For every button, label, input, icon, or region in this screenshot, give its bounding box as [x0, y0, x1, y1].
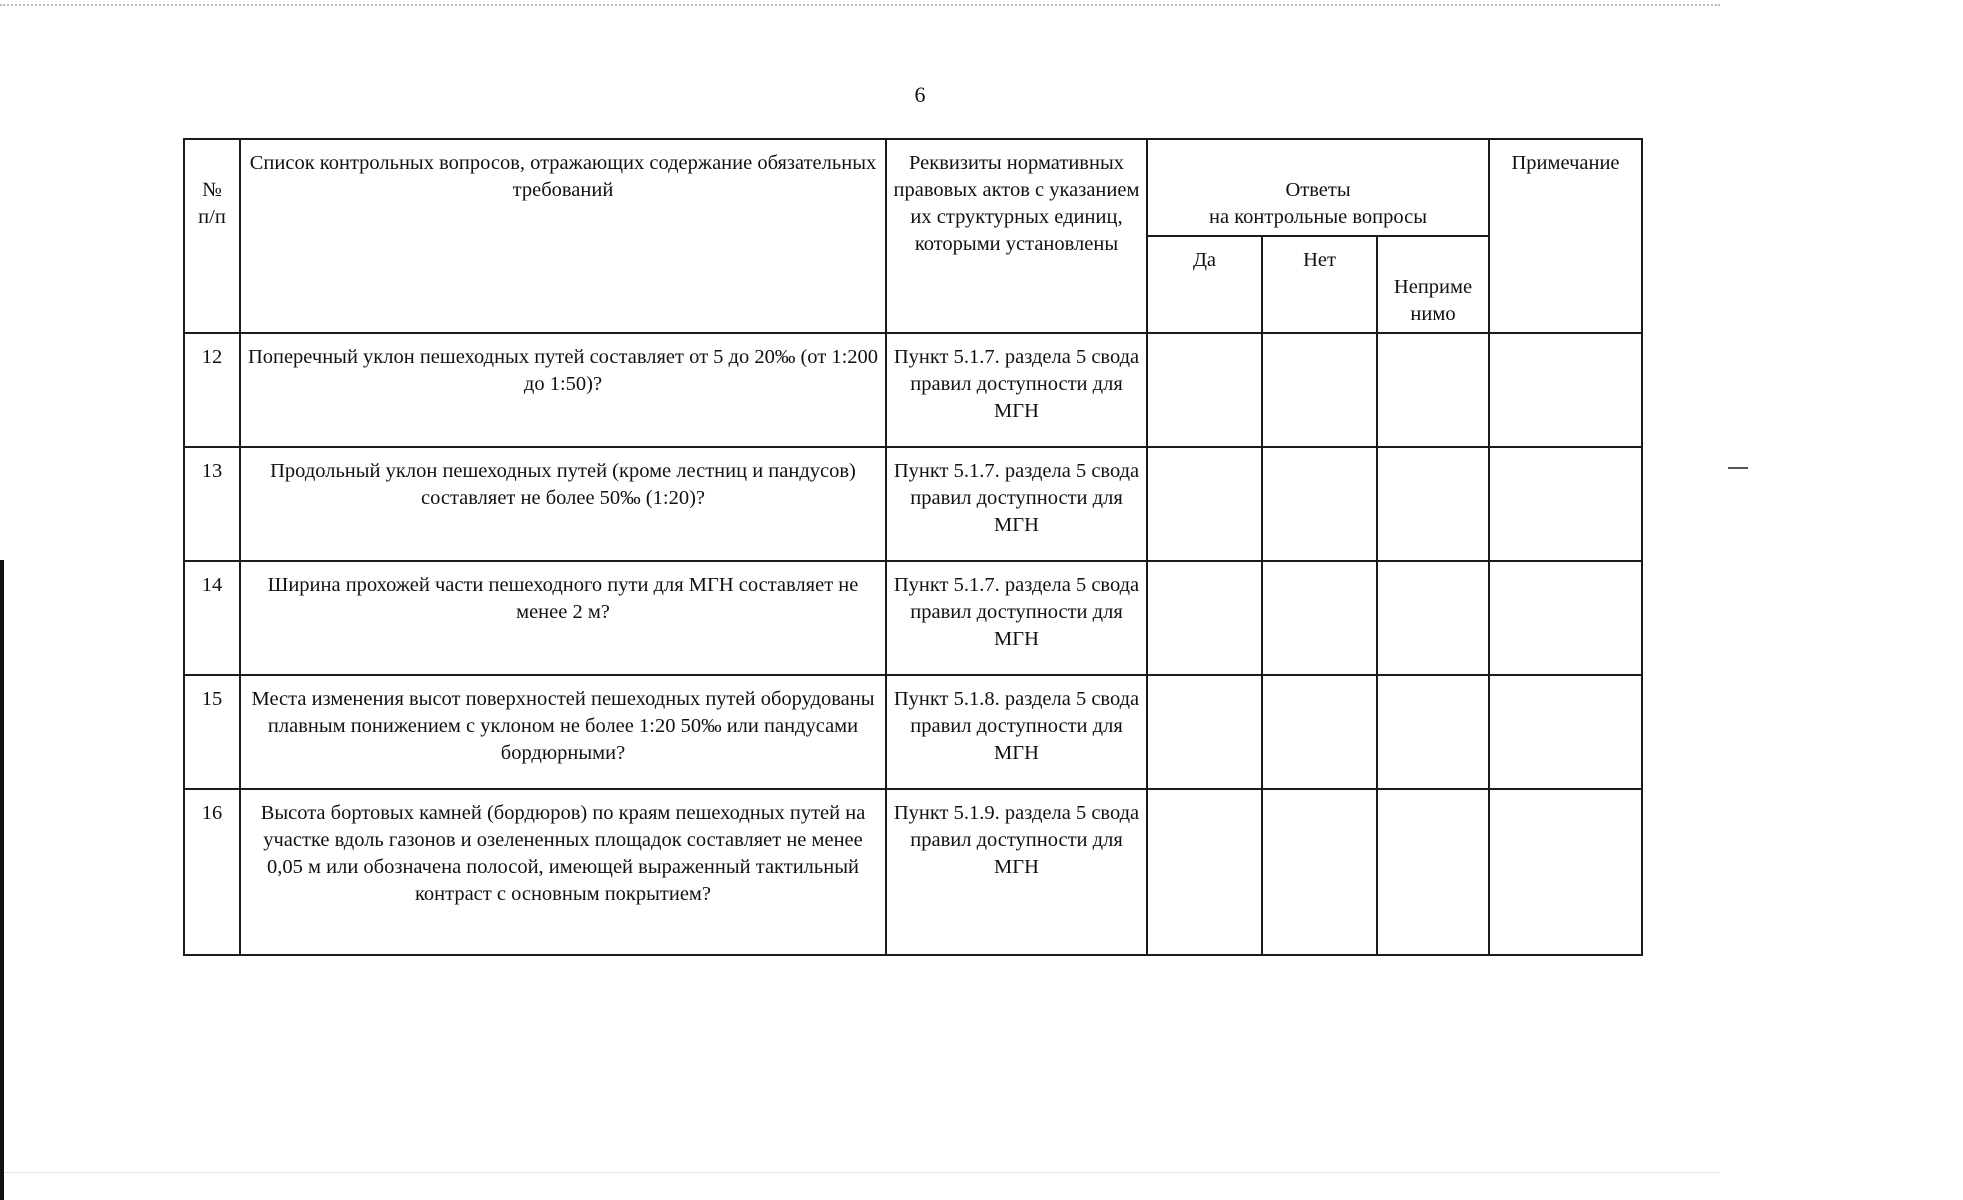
header-num [184, 139, 240, 333]
answer-yes-cell[interactable] [1147, 447, 1262, 561]
header-requisites-label: Реквизиты нормативных правовых актов с указанием их структурных единиц, которыми установлены [893, 152, 1140, 255]
scan-edge-bottom [0, 1172, 1720, 1173]
header-note-label: Примечание [1511, 152, 1620, 174]
header-note [1489, 139, 1642, 333]
header-answers-group [1147, 139, 1489, 236]
header-answer-no-label: Нет [1303, 249, 1336, 271]
note-cell[interactable] [1489, 789, 1642, 955]
row-num: 13 [184, 447, 240, 561]
row-requisite: Пункт 5.1.7. раздела 5 свода правил доступности для МГН [886, 561, 1147, 675]
page-number: 6 [914, 82, 926, 107]
answer-no-cell[interactable] [1262, 561, 1377, 675]
header-requisites [886, 139, 1147, 333]
header-answer-yes [1147, 236, 1262, 333]
note-cell[interactable] [1489, 447, 1642, 561]
scan-side-mark [1728, 467, 1748, 469]
answer-no-cell[interactable] [1262, 333, 1377, 447]
row-requisite: Пункт 5.1.7. раздела 5 свода правил доступности для МГН [886, 447, 1147, 561]
header-answer-na-label: Неприме нимо [1393, 276, 1473, 325]
note-cell[interactable] [1489, 333, 1642, 447]
row-question: Ширина прохожей части пешеходного пути для МГН составляет не менее 2 м? [240, 561, 886, 675]
header-questions [240, 139, 886, 333]
table-row [184, 447, 1642, 561]
row-requisite: Пункт 5.1.7. раздела 5 свода правил доступности для МГН [886, 333, 1147, 447]
row-requisite: Пункт 5.1.8. раздела 5 свода правил доступности для МГН [886, 675, 1147, 789]
row-question: Продольный уклон пешеходных путей (кроме лестниц и пандусов) составляет не более 50‰ (1:20)? [240, 447, 886, 561]
table-header-row [184, 139, 1642, 236]
header-answer-na [1377, 236, 1489, 333]
answer-na-cell[interactable] [1377, 789, 1489, 955]
answer-na-cell[interactable] [1377, 561, 1489, 675]
scan-edge-left [0, 560, 4, 1200]
answer-na-cell[interactable] [1377, 447, 1489, 561]
header-questions-label: Список контрольных вопросов, отражающих содержание обязательных требований [249, 152, 877, 201]
answer-yes-cell[interactable] [1147, 789, 1262, 955]
table-row [184, 789, 1642, 955]
note-cell[interactable] [1489, 675, 1642, 789]
table-row [184, 675, 1642, 789]
row-num: 16 [184, 789, 240, 955]
header-answer-yes-label: Да [1192, 249, 1217, 271]
row-num: 15 [184, 675, 240, 789]
answer-na-cell[interactable] [1377, 675, 1489, 789]
header-answer-no [1262, 236, 1377, 333]
answer-yes-cell[interactable] [1147, 333, 1262, 447]
row-question: Поперечный уклон пешеходных путей составляет от 5 до 20‰ (от 1:200 до 1:50)? [240, 333, 886, 447]
row-requisite: Пункт 5.1.9. раздела 5 свода правил доступности для МГН [886, 789, 1147, 955]
scan-edge-top [0, 4, 1720, 6]
table-row [184, 333, 1642, 447]
answer-no-cell[interactable] [1262, 447, 1377, 561]
checklist-table [183, 138, 1643, 956]
header-num-label: № п/п [198, 179, 226, 228]
row-num: 12 [184, 333, 240, 447]
answer-yes-cell[interactable] [1147, 561, 1262, 675]
row-question: Места изменения высот поверхностей пешеходных путей оборудованы плавным понижением с уклоном не более 1:20 50‰ или пандусами бордюрными? [240, 675, 886, 789]
answer-no-cell[interactable] [1262, 789, 1377, 955]
answer-no-cell[interactable] [1262, 675, 1377, 789]
table-row [184, 561, 1642, 675]
answer-na-cell[interactable] [1377, 333, 1489, 447]
header-answers-group-label: Ответы на контрольные вопросы [1209, 179, 1427, 228]
answer-yes-cell[interactable] [1147, 675, 1262, 789]
note-cell[interactable] [1489, 561, 1642, 675]
row-question: Высота бортовых камней (бордюров) по краям пешеходных путей на участке вдоль газонов и озелененных площадок составляет не менее 0,05 м или обозначена полосой, имеющей выраженный тактильный контраст с основным покрытием? [240, 789, 886, 955]
row-num: 14 [184, 561, 240, 675]
